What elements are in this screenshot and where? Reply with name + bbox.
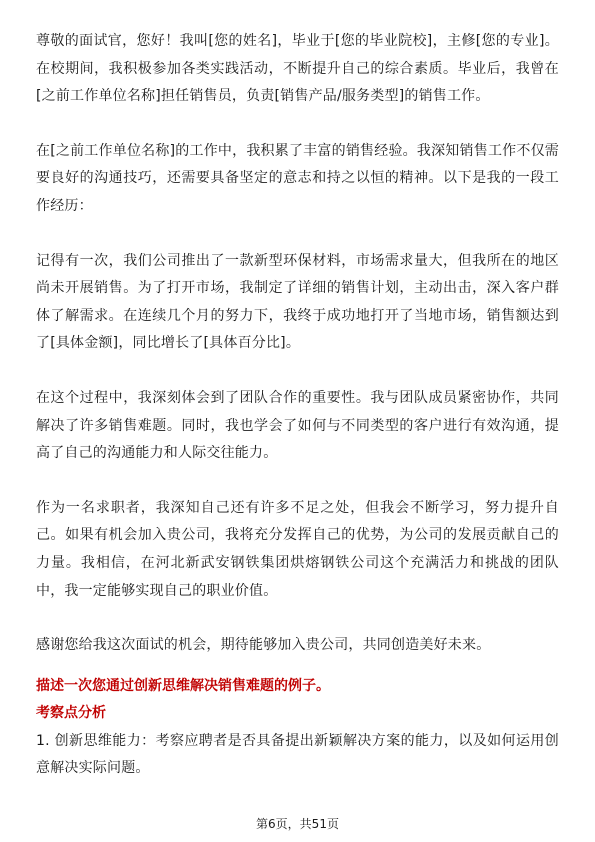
paragraph-experience: 在[之前工作单位名称]的工作中，我积累了丰富的销售经验。我深知销售工作不仅需要良好的沟通技巧，还需要具备坚定的意志和持之以恒的精神。以下是我的一段工作经历： [36, 142, 559, 214]
section-title: 考察点分析 [36, 705, 106, 722]
page-content [36, 28, 559, 783]
paragraph-story: 记得有一次，我们公司推出了一款新型环保材料，市场需求量大，但我所在的地区尚未开展销售。为了打开市场，我制定了详细的销售计划，主动出击，深入客户群体了解需求。在连续几个月的努力下，我终于成功地打开了当地市场，销售额达到了[具体金额]，同比增长了[具体百分比]。 [36, 252, 559, 352]
paragraph-gap [36, 111, 559, 138]
analysis-item: 1. 创新思维能力：考察应聘者是否具备提出新颖解决方案的能力，以及如何运用创意解决实际问题。 [36, 732, 559, 777]
paragraph-intro: 尊敬的面试官，您好！我叫[您的姓名]，毕业于[您的毕业院校]，主修[您的专业]。在校期间，我积极参加各类实践活动，不断提升自己的综合素质。毕业后，我曾在[之前工作单位名称]担任销售员，负责[销售产品/服务类型]的销售工作。 [36, 33, 559, 105]
paragraph-gap [36, 660, 559, 673]
paragraph-gap [36, 221, 559, 248]
page-number-footer: 第6页，共51页 [256, 817, 339, 831]
question-heading: 描述一次您通过创新思维解决销售难题的例子。 [36, 677, 330, 694]
paragraph-teamwork: 在这个过程中，我深刻体会到了团队合作的重要性。我与团队成员紧密协作，共同解决了许多销售难题。同时，我也学会了如何与不同类型的客户进行有效沟通，提高了自己的沟通能力和人际交往能力。 [36, 389, 559, 462]
paragraph-gap [36, 605, 559, 632]
paragraph-gap [36, 358, 559, 385]
paragraph-thanks: 感谢您给我这次面试的机会，期待能够加入贵公司，共同创造美好未来。 [36, 637, 491, 654]
paragraph-aspiration: 作为一名求职者，我深知自己还有许多不足之处，但我会不断学习，努力提升自己。如果有机会加入贵公司，我将充分发挥自己的优势，为公司的发展贡献自己的力量。我相信，在河北新武安钢铁集团烘熔钢铁公司这个充满活力和挑战的团队中，我一定能够实现自己的职业价值。 [36, 499, 559, 599]
paragraph-gap [36, 468, 559, 495]
